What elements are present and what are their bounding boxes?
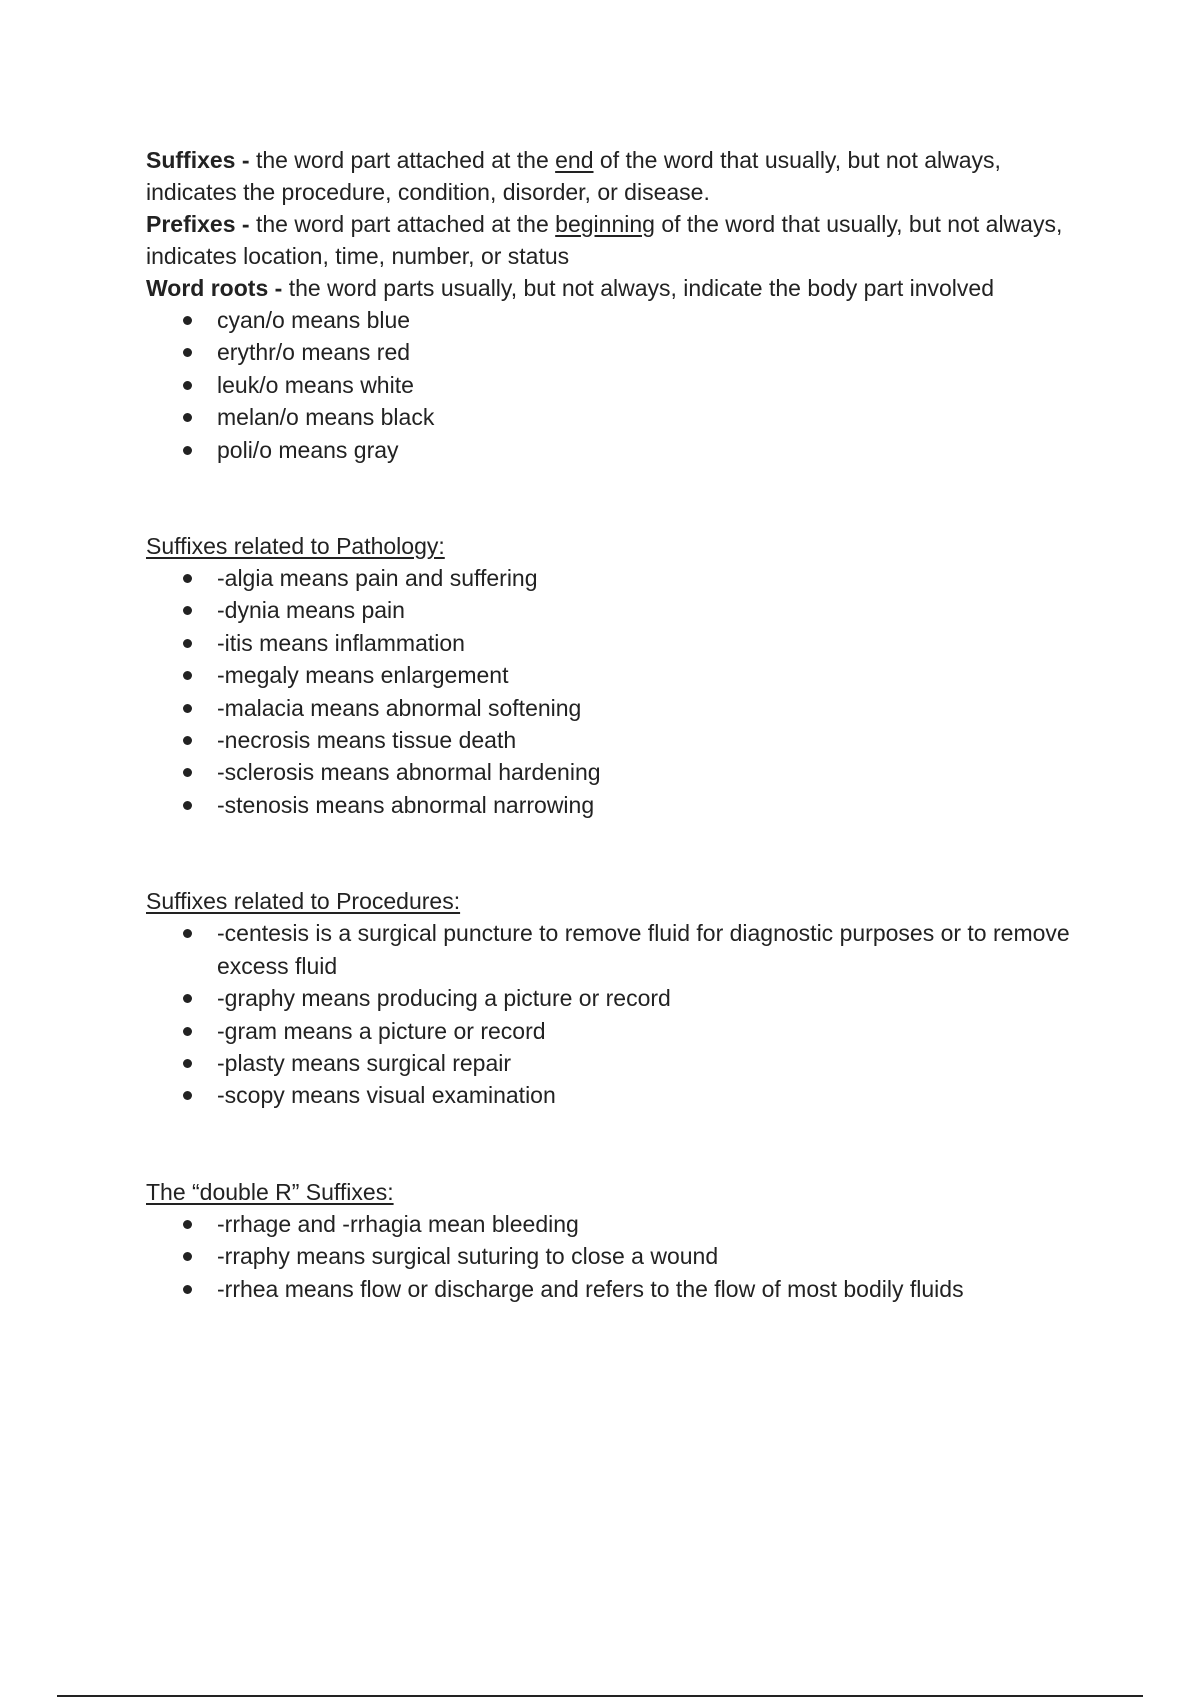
double-r-suffix-list bbox=[146, 1208, 1076, 1305]
bullet-icon bbox=[183, 1027, 192, 1036]
procedure-suffix-list bbox=[146, 917, 1076, 1111]
list-item: leuk/o means white bbox=[217, 369, 1076, 401]
section-heading-double-r: The “double R” Suffixes: bbox=[146, 1178, 394, 1205]
bullet-icon bbox=[183, 768, 192, 777]
document-content bbox=[146, 144, 1076, 1305]
bullet-icon bbox=[183, 994, 192, 1003]
list-item: -algia means pain and suffering bbox=[217, 562, 1076, 594]
bullet-icon bbox=[183, 446, 192, 455]
definition-emphasis: end bbox=[555, 147, 594, 173]
bullet-icon bbox=[183, 801, 192, 810]
bullet-icon bbox=[183, 704, 192, 713]
definition-text: the word part attached at the bbox=[255, 211, 556, 237]
list-item: -plasty means surgical repair bbox=[217, 1047, 1076, 1079]
list-item: -megaly means enlargement bbox=[217, 659, 1076, 691]
list-item: melan/o means black bbox=[217, 401, 1076, 433]
definition-word-roots bbox=[146, 272, 1076, 304]
section-heading-pathology: Suffixes related to Pathology: bbox=[146, 533, 445, 560]
list-item: cyan/o means blue bbox=[217, 304, 1076, 336]
definition-prefixes bbox=[146, 208, 1076, 272]
word-roots-list bbox=[146, 304, 1076, 466]
bullet-icon bbox=[183, 736, 192, 745]
list-item: -rraphy means surgical suturing to close a wound bbox=[217, 1240, 1076, 1272]
page-bottom-divider bbox=[57, 1695, 1143, 1697]
bullet-icon bbox=[183, 929, 192, 938]
list-item: -gram means a picture or record bbox=[217, 1015, 1076, 1047]
bullet-icon bbox=[183, 606, 192, 615]
list-item: -sclerosis means abnormal hardening bbox=[217, 756, 1076, 788]
bullet-icon bbox=[183, 381, 192, 390]
bullet-icon bbox=[183, 413, 192, 422]
bullet-icon bbox=[183, 639, 192, 648]
list-item: -graphy means producing a picture or record bbox=[217, 982, 1076, 1014]
list-item: poli/o means gray bbox=[217, 434, 1076, 466]
list-item: -rrhage and -rrhagia mean bleeding bbox=[217, 1208, 1076, 1240]
definition-text-end: of the word that usually, but not always, indicates the procedure, condition, disorder, or disease. bbox=[146, 147, 1001, 205]
section-heading-procedures: Suffixes related to Procedures: bbox=[146, 888, 461, 915]
list-item: erythr/o means red bbox=[217, 336, 1076, 368]
bullet-icon bbox=[183, 348, 192, 357]
definition-term: Suffixes - bbox=[146, 147, 256, 173]
bullet-icon bbox=[183, 316, 192, 325]
list-item: -stenosis means abnormal narrowing bbox=[217, 789, 1076, 821]
list-item: -necrosis means tissue death bbox=[217, 724, 1076, 756]
bullet-icon bbox=[183, 574, 192, 583]
definition-suffixes bbox=[146, 144, 1076, 208]
list-item: -rrhea means flow or discharge and refers to the flow of most bodily fluids bbox=[217, 1273, 1076, 1305]
list-item: -itis means inflammation bbox=[217, 627, 1076, 659]
definition-term: Prefixes - bbox=[146, 211, 256, 237]
bullet-icon bbox=[183, 671, 192, 680]
definition-term: Word roots - bbox=[146, 275, 289, 301]
bullet-icon bbox=[183, 1252, 192, 1261]
list-item: -scopy means visual examination bbox=[217, 1079, 1076, 1111]
bullet-icon bbox=[183, 1285, 192, 1294]
definition-emphasis: beginning bbox=[555, 211, 655, 237]
bullet-icon bbox=[183, 1220, 192, 1229]
definition-text-end: of the word that usually, but not always, indicates location, time, number, or status bbox=[146, 211, 1063, 269]
list-item: -dynia means pain bbox=[217, 594, 1076, 626]
list-item: -malacia means abnormal softening bbox=[217, 692, 1076, 724]
list-item: -centesis is a surgical puncture to remove fluid for diagnostic purposes or to remove excess fluid bbox=[217, 917, 1076, 982]
bullet-icon bbox=[183, 1091, 192, 1100]
pathology-suffix-list bbox=[146, 562, 1076, 821]
definition-text: the word part attached at the bbox=[255, 147, 556, 173]
definition-text: the word parts usually, but not always, indicate the body part involved bbox=[288, 275, 994, 301]
bullet-icon bbox=[183, 1059, 192, 1068]
